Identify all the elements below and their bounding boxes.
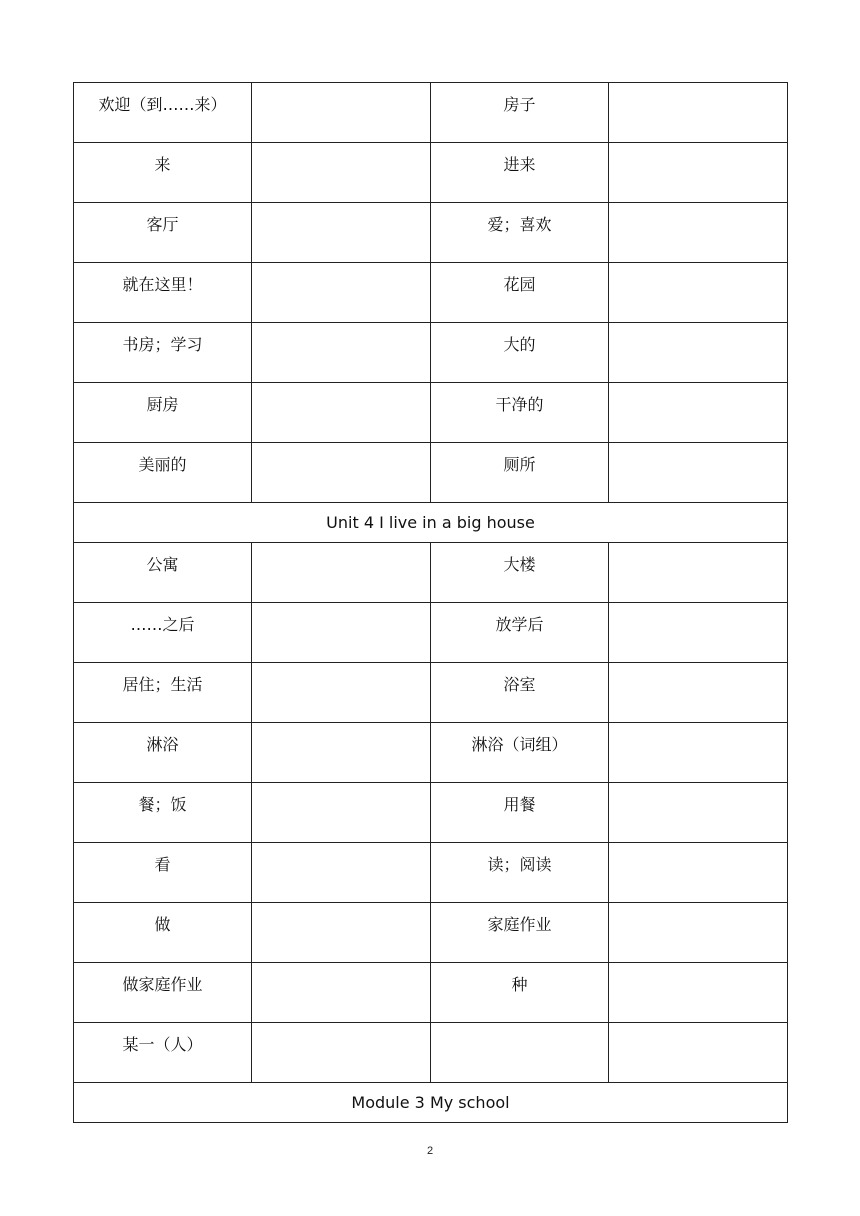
english-answer-blank[interactable] — [252, 723, 431, 783]
chinese-word: 用餐 — [503, 795, 536, 814]
chinese-word-cell — [74, 963, 252, 1023]
english-answer-blank[interactable] — [609, 903, 788, 963]
chinese-word: 书房；学习 — [122, 335, 203, 354]
chinese-word-cell — [431, 543, 609, 603]
chinese-word: 家庭作业 — [487, 915, 552, 934]
chinese-word: 公寓 — [146, 555, 179, 574]
chinese-word-cell — [74, 663, 252, 723]
chinese-word: 居住；生活 — [122, 675, 203, 694]
chinese-word-cell — [431, 203, 609, 263]
chinese-word-cell — [431, 723, 609, 783]
english-answer-blank[interactable] — [252, 603, 431, 663]
chinese-word: 干净的 — [495, 395, 544, 414]
english-answer-blank[interactable] — [252, 383, 431, 443]
table-row — [74, 723, 788, 783]
english-answer-blank[interactable] — [252, 263, 431, 323]
chinese-word: 读；阅读 — [487, 855, 552, 874]
chinese-word-cell — [431, 903, 609, 963]
table-row — [74, 903, 788, 963]
english-answer-blank[interactable] — [252, 323, 431, 383]
table-row — [74, 1023, 788, 1083]
chinese-word: ……之后 — [130, 615, 195, 634]
vocabulary-table — [73, 82, 788, 1123]
chinese-word-cell — [74, 1023, 252, 1083]
chinese-word-cell — [74, 323, 252, 383]
chinese-word: 房子 — [503, 95, 536, 114]
english-answer-blank[interactable] — [609, 663, 788, 723]
table-row — [74, 783, 788, 843]
table-row — [74, 263, 788, 323]
chinese-word-cell — [431, 83, 609, 143]
chinese-word: 就在这里！ — [122, 275, 203, 294]
chinese-word: 客厅 — [146, 215, 179, 234]
table-row — [74, 203, 788, 263]
table-row — [74, 603, 788, 663]
chinese-word-cell — [431, 143, 609, 203]
section-heading-row — [74, 503, 788, 543]
english-answer-blank[interactable] — [609, 603, 788, 663]
chinese-word-cell — [431, 383, 609, 443]
chinese-word: 进来 — [503, 155, 536, 174]
chinese-word-cell — [431, 603, 609, 663]
english-answer-blank[interactable] — [252, 783, 431, 843]
table-row — [74, 323, 788, 383]
english-answer-blank[interactable] — [252, 663, 431, 723]
english-answer-blank[interactable] — [252, 83, 431, 143]
chinese-word-cell — [74, 723, 252, 783]
chinese-word: 看 — [154, 855, 171, 874]
english-answer-blank[interactable] — [609, 543, 788, 603]
chinese-word-cell — [74, 843, 252, 903]
chinese-word-cell — [431, 263, 609, 323]
table-row — [74, 383, 788, 443]
english-answer-blank[interactable] — [609, 783, 788, 843]
chinese-word: 做家庭作业 — [122, 975, 203, 994]
english-answer-blank[interactable] — [609, 323, 788, 383]
english-answer-blank[interactable] — [609, 83, 788, 143]
chinese-word-cell — [74, 143, 252, 203]
chinese-word: 种 — [511, 975, 528, 994]
english-answer-blank[interactable] — [252, 1023, 431, 1083]
english-answer-blank[interactable] — [252, 843, 431, 903]
chinese-word-cell — [74, 603, 252, 663]
chinese-word: 某一（人） — [122, 1035, 203, 1054]
chinese-word-cell — [74, 543, 252, 603]
chinese-word: 厨房 — [146, 395, 179, 414]
chinese-word-cell — [431, 963, 609, 1023]
chinese-word: 大的 — [503, 335, 536, 354]
chinese-word-cell — [74, 383, 252, 443]
english-answer-blank[interactable] — [609, 723, 788, 783]
chinese-word: 做 — [154, 915, 171, 934]
chinese-word: 淋浴 — [146, 735, 179, 754]
chinese-word-cell — [431, 843, 609, 903]
chinese-word-cell — [431, 783, 609, 843]
vocabulary-table-body — [74, 83, 788, 1123]
english-answer-blank[interactable] — [252, 903, 431, 963]
chinese-word: 花园 — [503, 275, 536, 294]
english-answer-blank[interactable] — [252, 203, 431, 263]
chinese-word: 来 — [154, 155, 171, 174]
english-answer-blank[interactable] — [609, 203, 788, 263]
chinese-word: 放学后 — [495, 615, 544, 634]
section-heading: Module 3 My school — [74, 1083, 788, 1123]
english-answer-blank[interactable] — [609, 263, 788, 323]
table-row — [74, 843, 788, 903]
chinese-word: 淋浴（词组） — [471, 735, 568, 754]
chinese-word-cell — [74, 83, 252, 143]
table-row — [74, 543, 788, 603]
chinese-word: 爱；喜欢 — [487, 215, 552, 234]
chinese-word-cell — [74, 903, 252, 963]
chinese-word-cell — [74, 783, 252, 843]
chinese-word: 美丽的 — [138, 455, 187, 474]
chinese-word: 餐；饭 — [138, 795, 187, 814]
english-answer-blank[interactable] — [609, 1023, 788, 1083]
english-answer-blank[interactable] — [252, 143, 431, 203]
chinese-word: 大楼 — [503, 555, 536, 574]
section-heading-row — [74, 1083, 788, 1123]
section-heading: Unit 4 I live in a big house — [74, 503, 788, 543]
chinese-word-cell — [431, 323, 609, 383]
chinese-word-cell — [431, 1023, 609, 1083]
english-answer-blank[interactable] — [609, 383, 788, 443]
english-answer-blank[interactable] — [252, 543, 431, 603]
table-row — [74, 83, 788, 143]
chinese-word: 欢迎（到……来） — [98, 95, 227, 114]
chinese-word-cell — [431, 443, 609, 503]
chinese-word-cell — [431, 663, 609, 723]
chinese-word-cell — [74, 443, 252, 503]
chinese-word-cell — [74, 203, 252, 263]
english-answer-blank[interactable] — [252, 963, 431, 1023]
table-row — [74, 663, 788, 723]
chinese-word: 厕所 — [503, 455, 536, 474]
chinese-word — [431, 1023, 608, 1035]
english-answer-blank[interactable] — [609, 443, 788, 503]
table-row — [74, 963, 788, 1023]
english-answer-blank[interactable] — [609, 843, 788, 903]
chinese-word-cell — [74, 263, 252, 323]
page-number: 2 — [426, 1145, 434, 1157]
english-answer-blank[interactable] — [252, 443, 431, 503]
chinese-word: 浴室 — [503, 675, 536, 694]
english-answer-blank[interactable] — [609, 143, 788, 203]
english-answer-blank[interactable] — [609, 963, 788, 1023]
table-row — [74, 443, 788, 503]
table-row — [74, 143, 788, 203]
